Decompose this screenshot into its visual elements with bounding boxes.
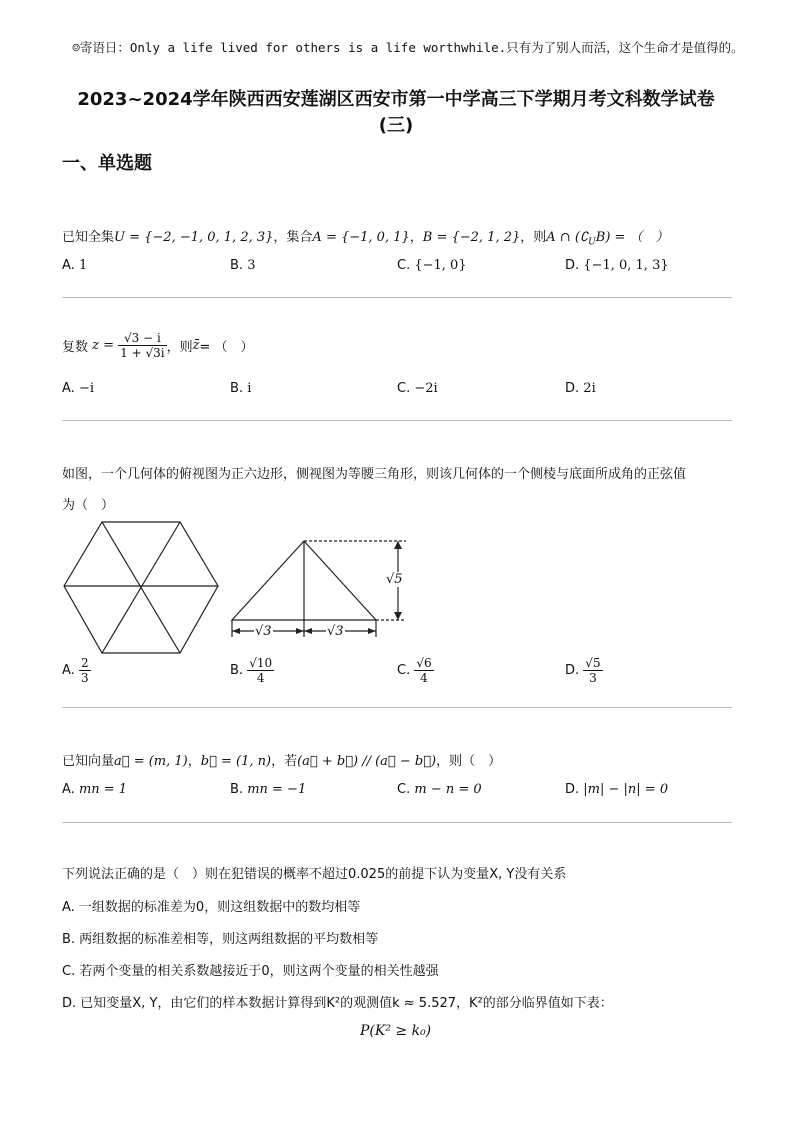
q4-prefix: 已知向量 [62,754,115,769]
arrow-head [304,628,312,634]
q1-a-set: A = {−1, 0, 1} [312,230,410,245]
arrow-head [232,628,240,634]
q1-option-a[interactable]: A. 1 [62,258,88,273]
page-title [40,87,752,139]
q1-u-set: U = {−2, −1, 0, 1, 2, 3} [114,230,274,245]
q2-end: = （ ） [199,340,254,355]
q4-mid: ，若 [271,754,298,769]
divider [62,420,732,421]
title-line-2: (三) [378,115,414,136]
q2-prefix: 复数 [62,340,89,355]
q4-stem [62,750,501,769]
q1-expr: A ∩ (∁ [546,230,589,245]
q4-option-c[interactable]: C. m − n = 0 [397,782,482,797]
q5-formula: P(K² ≥ k₀) [360,1023,432,1039]
arrow-head [296,628,304,634]
q1-option-b[interactable]: B. 3 [230,258,256,273]
triangle-side-view [226,533,406,645]
q2-stem [62,331,254,360]
q2-conj: z̄ [192,338,200,353]
q5-option-b[interactable]: B. 两组数据的标准差相等，则这两组数据的平均数相等 [62,932,379,947]
q3-stem-line2: 为（ ） [62,498,115,513]
q4-end: ，则（ ） [436,754,502,769]
divider [62,707,732,708]
q2-den: 1 + √3i [120,346,165,360]
q2-num: √3 − i [118,331,166,346]
q5-option-d[interactable]: D. 已知变量X, Y，由它们的样本数据计算得到K²的观测值k ≈ 5.527，K²的部分临界值如下表： [62,996,613,1011]
q4-sep: ， [187,754,201,769]
q1-mid1: ，集合 [273,230,313,245]
q4-option-a[interactable]: A. mn = 1 [62,782,128,797]
q3-option-d[interactable]: D. $\frac{√5}{3}$ [565,656,601,685]
q1-sep: ， [409,230,423,245]
dim-label-height: √5 [386,572,403,587]
q4-a-vec: a⃗ = (m, 1) [114,754,188,769]
q5-stem: 下列说法正确的是（ ）则在犯错误的概率不超过0.025的前提下认为变量X, Y没有关系 [62,867,567,882]
q1-stem [62,226,669,248]
q1-expr-end: B) = （ ） [595,230,669,245]
q1-b-set: B = {−2, 1, 2} [422,230,521,245]
q2-option-d[interactable]: D. 2i [565,381,596,396]
q5-option-c[interactable]: C. 若两个变量的相关系数越接近于0，则这两个变量的相关性越强 [62,964,439,979]
dim-label-right: √3 [327,624,344,639]
dim-label-left: √3 [255,624,272,639]
title-line-1: 2023~2024学年陕西西安莲湖区西安市第一中学高三下学期月考文科数学试卷 [77,89,715,110]
q1-prefix: 已知全集 [62,230,115,245]
q2-option-c[interactable]: C. −2i [397,381,438,396]
q1-option-d[interactable]: D. {−1, 0, 1, 3} [565,258,669,273]
hexagon-top-view [60,518,222,658]
arrow-head [368,628,376,634]
q3-option-b[interactable]: B. $\frac{√10}{4}$ [230,656,273,685]
q1-mid2: ，则 [520,230,547,245]
q3-option-c[interactable]: C. $\frac{√6}{4}$ [397,656,432,685]
q2-fraction [118,331,166,360]
arrow-head [394,612,402,620]
q4-cond: (a⃗ + b⃗) // (a⃗ − b⃗) [297,754,437,769]
motto: ☺寄语日：Only a life lived for others is a life worthwhile.只有为了别人而活，这个生命才是值得的。 [72,40,744,55]
q4-option-d[interactable]: D. |m| − |n| = 0 [565,782,669,797]
q2-suffix: ，则 [166,340,193,355]
q2-option-b[interactable]: B. i [230,381,252,396]
divider [62,822,732,823]
q2-option-a[interactable]: A. −i [62,381,94,396]
q3-option-a[interactable]: A. $\frac{2}{3}$ [62,656,89,685]
q4-option-b[interactable]: B. mn = −1 [230,782,307,797]
q1-option-c[interactable]: C. {−1, 0} [397,258,467,273]
q2-lhs: z = [92,338,115,353]
q1-sub: U [588,237,596,248]
arrow-head [394,541,402,549]
q3-stem-line1: 如图，一个几何体的俯视图为正六边形，侧视图为等腰三角形，则该几何体的一个侧棱与底面所成角的正弦值 [62,467,687,482]
q5-option-a[interactable]: A. 一组数据的标准差为0，则这组数据中的数均相等 [62,900,361,915]
q4-b-vec: b⃗ = (1, n) [200,754,272,769]
divider [62,297,732,298]
section-heading: 一、单选题 [62,153,152,174]
